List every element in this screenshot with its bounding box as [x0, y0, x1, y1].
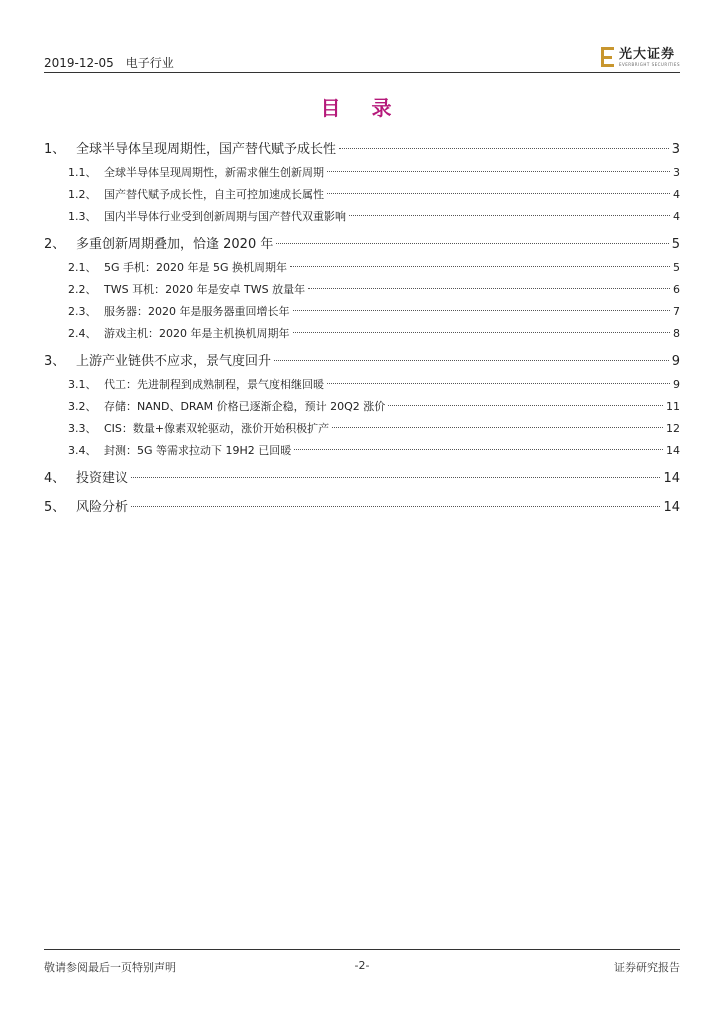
- toc-subsection[interactable]: [44, 279, 680, 301]
- toc-leader-dots: [131, 506, 660, 507]
- toc-title: 投资建议: [76, 471, 129, 486]
- toc-title: 国内半导体行业受到创新周期与国产替代双重影响: [104, 210, 346, 223]
- toc-subsection[interactable]: [44, 440, 680, 462]
- toc-number: 3、: [44, 354, 66, 369]
- toc-number: 5、: [44, 500, 66, 515]
- toc-title: CIS：数量+像素双轮驱动，涨价开始积极扩产: [104, 422, 330, 435]
- toc-title: 5G 手机：2020 年是 5G 换机周期年: [104, 261, 288, 274]
- toc-number: 2.3、: [68, 305, 97, 318]
- toc-page-number: 14: [663, 471, 680, 486]
- toc-number: 2.1、: [68, 261, 97, 274]
- toc-title: 服务器：2020 年是服务器重回增长年: [104, 305, 290, 318]
- toc-subsection[interactable]: [44, 323, 680, 345]
- page-title: 目 录: [320, 96, 404, 120]
- toc-number: 1、: [44, 142, 66, 157]
- toc-title: 国产替代赋予成长性，自主可控加速成长属性: [104, 188, 324, 201]
- header-meta: [44, 54, 174, 71]
- toc-title: 风险分析: [76, 500, 129, 515]
- industry-label: 电子行业: [125, 56, 174, 70]
- toc-page-number: 5: [671, 237, 680, 252]
- toc-leader-dots: [308, 288, 670, 289]
- logo-mark-icon: [601, 47, 615, 67]
- toc-number: 3.2、: [68, 400, 97, 413]
- toc-number: 1.2、: [68, 188, 97, 201]
- toc-page-number: 12: [666, 422, 680, 435]
- toc-leader-dots: [349, 215, 670, 216]
- toc-leader-dots: [290, 266, 670, 267]
- toc-number: 4、: [44, 471, 66, 486]
- toc-leader-dots: [276, 243, 668, 244]
- toc-leader-dots: [332, 427, 663, 428]
- disclaimer-note: 敬请参阅最后一页特别声明: [44, 961, 176, 974]
- toc-title: 封测：5G 等需求拉动下 19H2 已回暖: [104, 444, 292, 457]
- toc-subsection[interactable]: [44, 184, 680, 206]
- toc-number: 2.2、: [68, 283, 97, 296]
- toc-page-number: 14: [666, 444, 680, 457]
- toc-number: 1.3、: [68, 210, 97, 223]
- toc-number: 2、: [44, 237, 66, 252]
- toc-number: 3.1、: [68, 378, 97, 391]
- toc-leader-dots: [294, 449, 663, 450]
- toc-title: 全球半导体呈现周期性，新需求催生创新周期: [104, 166, 324, 179]
- toc-section[interactable]: [44, 495, 680, 520]
- toc-leader-dots: [339, 148, 669, 149]
- toc-subsection[interactable]: [44, 162, 680, 184]
- toc-subsection[interactable]: [44, 418, 680, 440]
- toc-leader-dots: [293, 310, 671, 311]
- toc-number: 3.4、: [68, 444, 97, 457]
- toc-page-number: 7: [673, 305, 680, 318]
- toc-page-number: 5: [673, 261, 680, 274]
- toc-section[interactable]: [44, 466, 680, 491]
- toc-page-number: 6: [673, 283, 680, 296]
- toc-title: 上游产业链供不应求，景气度回升: [76, 354, 272, 369]
- toc-leader-dots: [131, 477, 660, 478]
- toc-subsection[interactable]: [44, 301, 680, 323]
- toc-leader-dots: [274, 360, 669, 361]
- toc-section[interactable]: [44, 232, 680, 257]
- page-footer: [44, 949, 680, 980]
- toc-section[interactable]: [44, 349, 680, 374]
- report-date: 2019-12-05: [44, 56, 114, 70]
- toc-title: 代工：先进制程到成熟制程，景气度相继回暖: [104, 378, 324, 391]
- toc-page-number: 9: [671, 354, 680, 369]
- toc-title: 游戏主机：2020 年是主机换机周期年: [104, 327, 290, 340]
- toc-leader-dots: [327, 383, 670, 384]
- toc-title: 多重创新周期叠加，恰逢 2020 年: [76, 237, 274, 252]
- toc-leader-dots: [327, 193, 670, 194]
- toc-page-number: 14: [663, 500, 680, 515]
- page-header: [44, 46, 680, 73]
- toc-leader-dots: [388, 405, 663, 406]
- toc-page-number: 8: [673, 327, 680, 340]
- company-logo: [601, 46, 680, 68]
- toc-title: 存储：NAND、DRAM 价格已逐渐企稳，预计 20Q2 涨价: [104, 400, 386, 413]
- toc-section[interactable]: [44, 137, 680, 162]
- toc-number: 2.4、: [68, 327, 97, 340]
- toc-title: 全球半导体呈现周期性，国产替代赋予成长性: [76, 142, 337, 157]
- toc-title: TWS 耳机：2020 年是安卓 TWS 放量年: [104, 283, 306, 296]
- toc-subsection[interactable]: [44, 257, 680, 279]
- toc-leader-dots: [327, 171, 670, 172]
- toc-page-number: 3: [671, 142, 680, 157]
- toc-subsection[interactable]: [44, 206, 680, 228]
- toc-number: 1.1、: [68, 166, 97, 179]
- toc-page-number: 3: [673, 166, 680, 179]
- toc-page-number: 4: [673, 210, 680, 223]
- toc-leader-dots: [293, 332, 671, 333]
- logo-name-cn: 光大证券: [618, 46, 675, 62]
- toc-page-number: 9: [673, 378, 680, 391]
- toc-subsection[interactable]: [44, 374, 680, 396]
- table-of-contents: [44, 137, 680, 520]
- report-type: 证券研究报告: [614, 961, 680, 974]
- toc-page-number: 4: [673, 188, 680, 201]
- toc-subsection[interactable]: [44, 396, 680, 418]
- toc-page-number: 11: [666, 400, 680, 413]
- logo-name-en: EVERBRIGHT SECURITIES: [618, 61, 680, 67]
- toc-number: 3.3、: [68, 422, 97, 435]
- page-number: -2-: [354, 959, 370, 972]
